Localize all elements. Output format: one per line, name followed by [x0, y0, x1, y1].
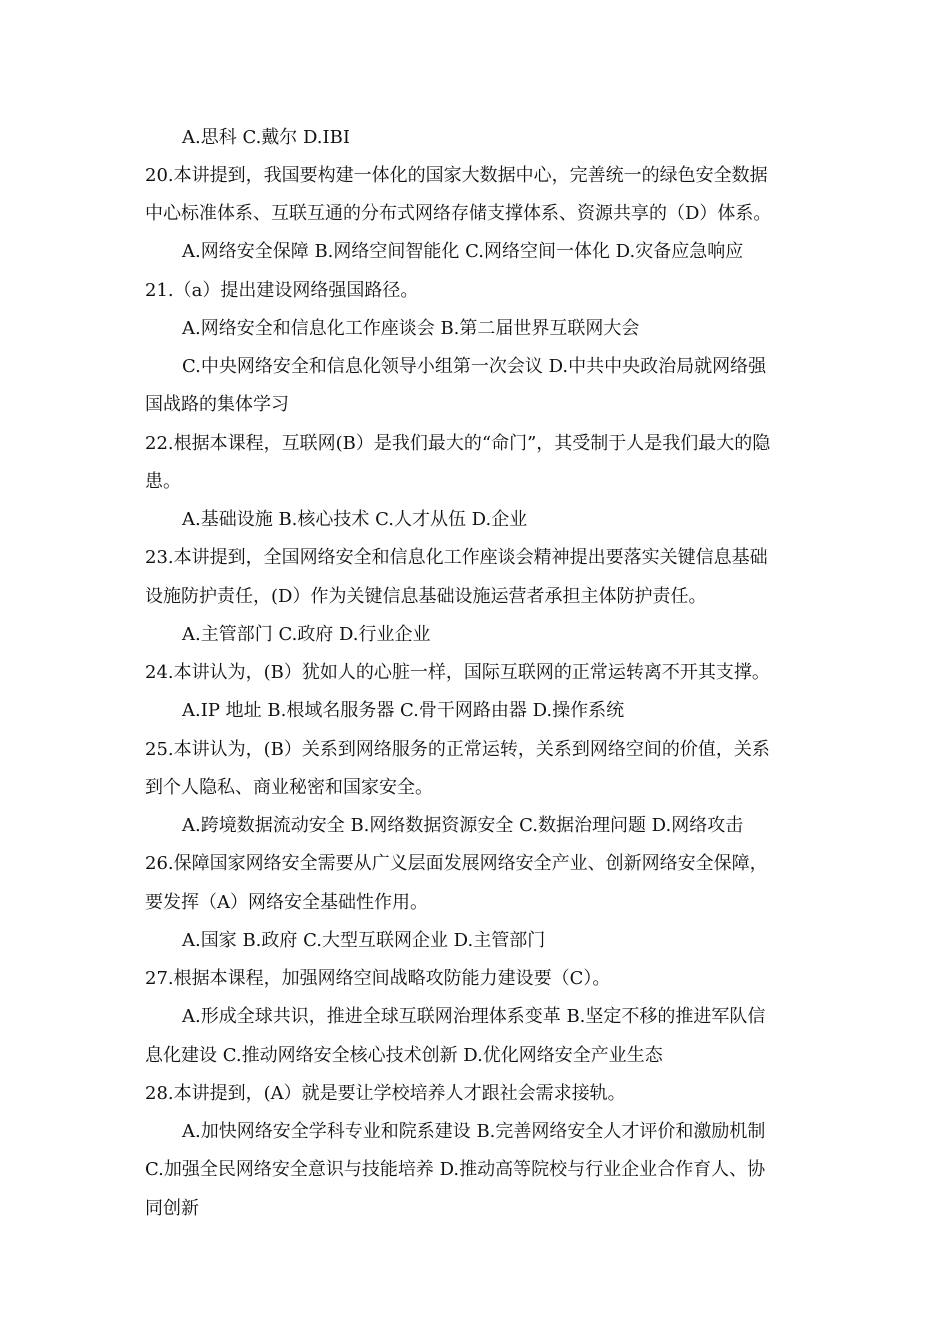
question-24: 24.本讲认为，(B）犹如人的心脏一样，国际互联网的正常运转离不开其支撑。	[145, 662, 770, 683]
answer-options-28-line-2: C.加强全民网络安全意识与技能培养 D.推动高等院校与行业企业合作育人、协	[145, 1159, 766, 1180]
question-22-line-1: 22.根据本课程，互联网(B）是我们最大的“命门”，其受制于人是我们最大的隐	[145, 433, 771, 454]
question-23-line-1: 23.本讲提到，全国网络安全和信息化工作座谈会精神提出要落实关键信息基础	[145, 547, 768, 568]
answer-options-20: A.网络安全保障 B.网络空间智能化 C.网络空间一体化 D.灾备应急响应	[182, 241, 744, 262]
answer-options-22: A.基础设施 B.核心技术 C.人才从伍 D.企业	[182, 509, 528, 530]
question-20-line-1: 20.本讲提到，我国要构建一体化的国家大数据中心，完善统一的绿色安全数据	[145, 165, 768, 186]
answer-options-21-line-2: C.中央网络安全和信息化领导小组第一次会议 D.中共中央政治局就网络强	[182, 356, 767, 377]
answer-options-23: A.主管部门 C.政府 D.行业企业	[182, 624, 431, 645]
answer-options-21-line-1: A.网络安全和信息化工作座谈会 B.第二届世界互联网大会	[182, 318, 640, 339]
question-26-line-1: 26.保障国家网络安全需要从广义层面发展网络安全产业、创新网络安全保障，	[145, 853, 768, 874]
answer-options-27-line-2: 息化建设 C.推动网络安全核心技术创新 D.优化网络安全产业生态	[145, 1045, 663, 1066]
question-25-line-1: 25.本讲认为，(B）关系到网络服务的正常运转，关系到网络空间的价值，关系	[145, 739, 770, 760]
question-23-line-2: 设施防护责任，(D）作为关键信息基础设施运营者承担主体防护责任。	[145, 586, 707, 607]
answer-options-24: A.IP 地址 B.根域名服务器 C.骨干网路由器 D.操作系统	[182, 700, 625, 721]
question-21: 21.（a）提出建设网络强国路径。	[145, 280, 419, 301]
question-22-line-2: 患。	[145, 471, 181, 492]
question-27: 27.根据本课程，加强网络空间战略攻防能力建设要（C）。	[145, 968, 611, 989]
answer-options-28-line-3: 同创新	[145, 1198, 199, 1219]
question-25-line-2: 到个人隐私、商业秘密和国家安全。	[145, 777, 433, 798]
answer-options-19: A.思科 C.戴尔 D.IBI	[182, 127, 350, 148]
answer-options-21-line-3: 国战路的集体学习	[145, 394, 289, 415]
question-28: 28.本讲提到，(A）就是要让学校培养人才跟社会需求接轨。	[145, 1083, 626, 1104]
question-20-line-2: 中心标准体系、互联互通的分布式网络存储支撑体系、资源共享的（D）体系。	[145, 203, 772, 224]
answer-options-27-line-1: A.形成全球共识，推进全球互联网治理体系变革 B.坚定不移的推进军队信	[182, 1006, 766, 1027]
question-26-line-2: 要发挥（A）网络安全基础性作用。	[145, 892, 428, 913]
answer-options-26: A.国家 B.政府 C.大型互联网企业 D.主管部门	[182, 930, 546, 951]
answer-options-25: A.跨境数据流动安全 B.网络数据资源安全 C.数据治理问题 D.网络攻击	[182, 815, 744, 836]
answer-options-28-line-1: A.加快网络安全学科专业和院系建设 B.完善网络安全人才评价和激励机制	[182, 1121, 766, 1142]
